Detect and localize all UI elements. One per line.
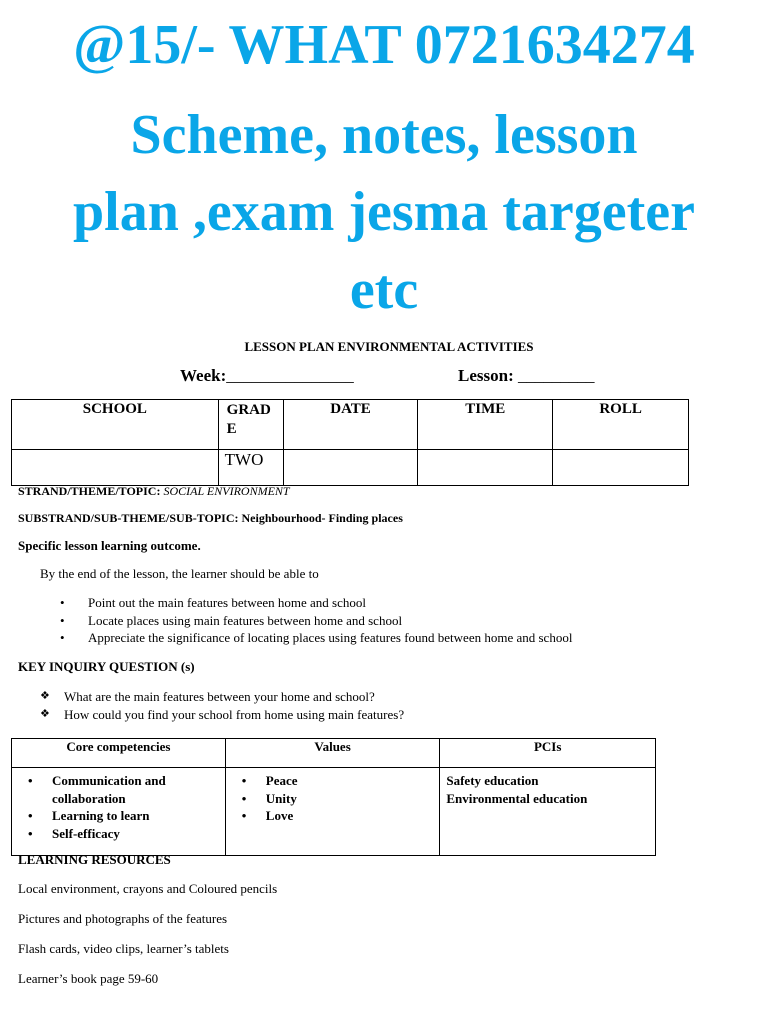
school-header: SCHOOL — [12, 400, 219, 450]
banner-line-1: @15/- WHAT 0721634274 — [73, 14, 695, 76]
banner-line-4: etc — [349, 259, 419, 321]
outcome-list — [60, 594, 572, 647]
list-item: ❖ What are the main features between your home and school? — [40, 688, 404, 706]
banner-line-2: Scheme, notes, lesson — [130, 104, 638, 166]
competency-table — [11, 738, 656, 856]
outcome-heading: Specific lesson learning outcome. — [18, 538, 201, 553]
roll-header: ROLL — [553, 400, 689, 450]
inquiry-list — [40, 688, 404, 723]
week-blank: _______________ — [226, 366, 354, 385]
grade-header — [218, 400, 283, 450]
list-item: ❖ How could you find your school from home using main features? — [40, 706, 404, 724]
pci-item: Environmental education — [446, 791, 588, 806]
values-header: Values — [225, 739, 440, 768]
list-item: • Locate places using main features between home and school — [60, 612, 572, 630]
info-table-value-row — [12, 450, 689, 486]
time-header: TIME — [418, 400, 553, 450]
substrand-label: SUBSTRAND/SUB-THEME/SUB-TOPIC: — [18, 511, 239, 525]
resources-heading: LEARNING RESOURCES — [18, 852, 171, 867]
inquiry-heading: KEY INQUIRY QUESTION (s) — [18, 659, 195, 674]
substrand-line — [18, 511, 403, 526]
document-title: LESSON PLAN ENVIRONMENTAL ACTIVITIES — [244, 339, 534, 354]
lesson-label: Lesson: — [458, 366, 514, 385]
list-item: • Love — [226, 807, 440, 825]
competency-table-body-row — [12, 768, 656, 856]
core-competencies-header: Core competencies — [12, 739, 226, 768]
roll-value — [553, 450, 689, 486]
list-item: • Point out the main features between home and school — [60, 594, 572, 612]
strand-line — [18, 484, 290, 499]
pci-item: Safety education — [446, 773, 539, 788]
grade-value: TWO — [218, 450, 283, 486]
week-label: Week: — [180, 366, 227, 385]
info-table — [11, 399, 689, 486]
lesson-field — [458, 366, 594, 386]
strand-label: STRAND/THEME/TOPIC: — [18, 484, 161, 498]
list-item: • Unity — [226, 790, 440, 808]
week-field — [180, 366, 354, 386]
date-header: DATE — [283, 400, 418, 450]
banner-line-3: plan ,exam jesma targeter — [72, 181, 695, 243]
values-cell — [225, 768, 440, 856]
strand-value: SOCIAL ENVIRONMENT — [163, 484, 290, 498]
core-competencies-cell — [12, 768, 226, 856]
lesson-blank: _________ — [517, 366, 595, 385]
competency-table-header-row — [12, 739, 656, 768]
resource-item: Flash cards, video clips, learner’s tablets — [18, 941, 229, 956]
list-item: • Communication and collaboration — [12, 772, 225, 807]
substrand-value: Neighbourhood- Finding places — [241, 511, 403, 525]
list-item: • Self-efficacy — [12, 825, 225, 843]
outcome-intro: By the end of the lesson, the learner should be able to — [40, 566, 319, 581]
grade-header-part1: GRAD — [226, 402, 271, 418]
time-value — [418, 450, 553, 486]
pcis-header: PCIs — [440, 739, 656, 768]
list-item: • Peace — [226, 772, 440, 790]
grade-header-part2: E — [226, 421, 237, 437]
info-table-header-row — [12, 400, 689, 450]
date-value — [283, 450, 418, 486]
resource-item: Learner’s book page 59-60 — [18, 971, 159, 986]
list-item: • Appreciate the significance of locating places using features found between home and school — [60, 629, 572, 647]
pcis-cell — [440, 768, 656, 856]
resource-item: Pictures and photographs of the features — [18, 911, 228, 926]
list-item: • Learning to learn — [12, 807, 225, 825]
school-value — [12, 450, 219, 486]
resource-item: Local environment, crayons and Coloured pencils — [18, 881, 278, 896]
